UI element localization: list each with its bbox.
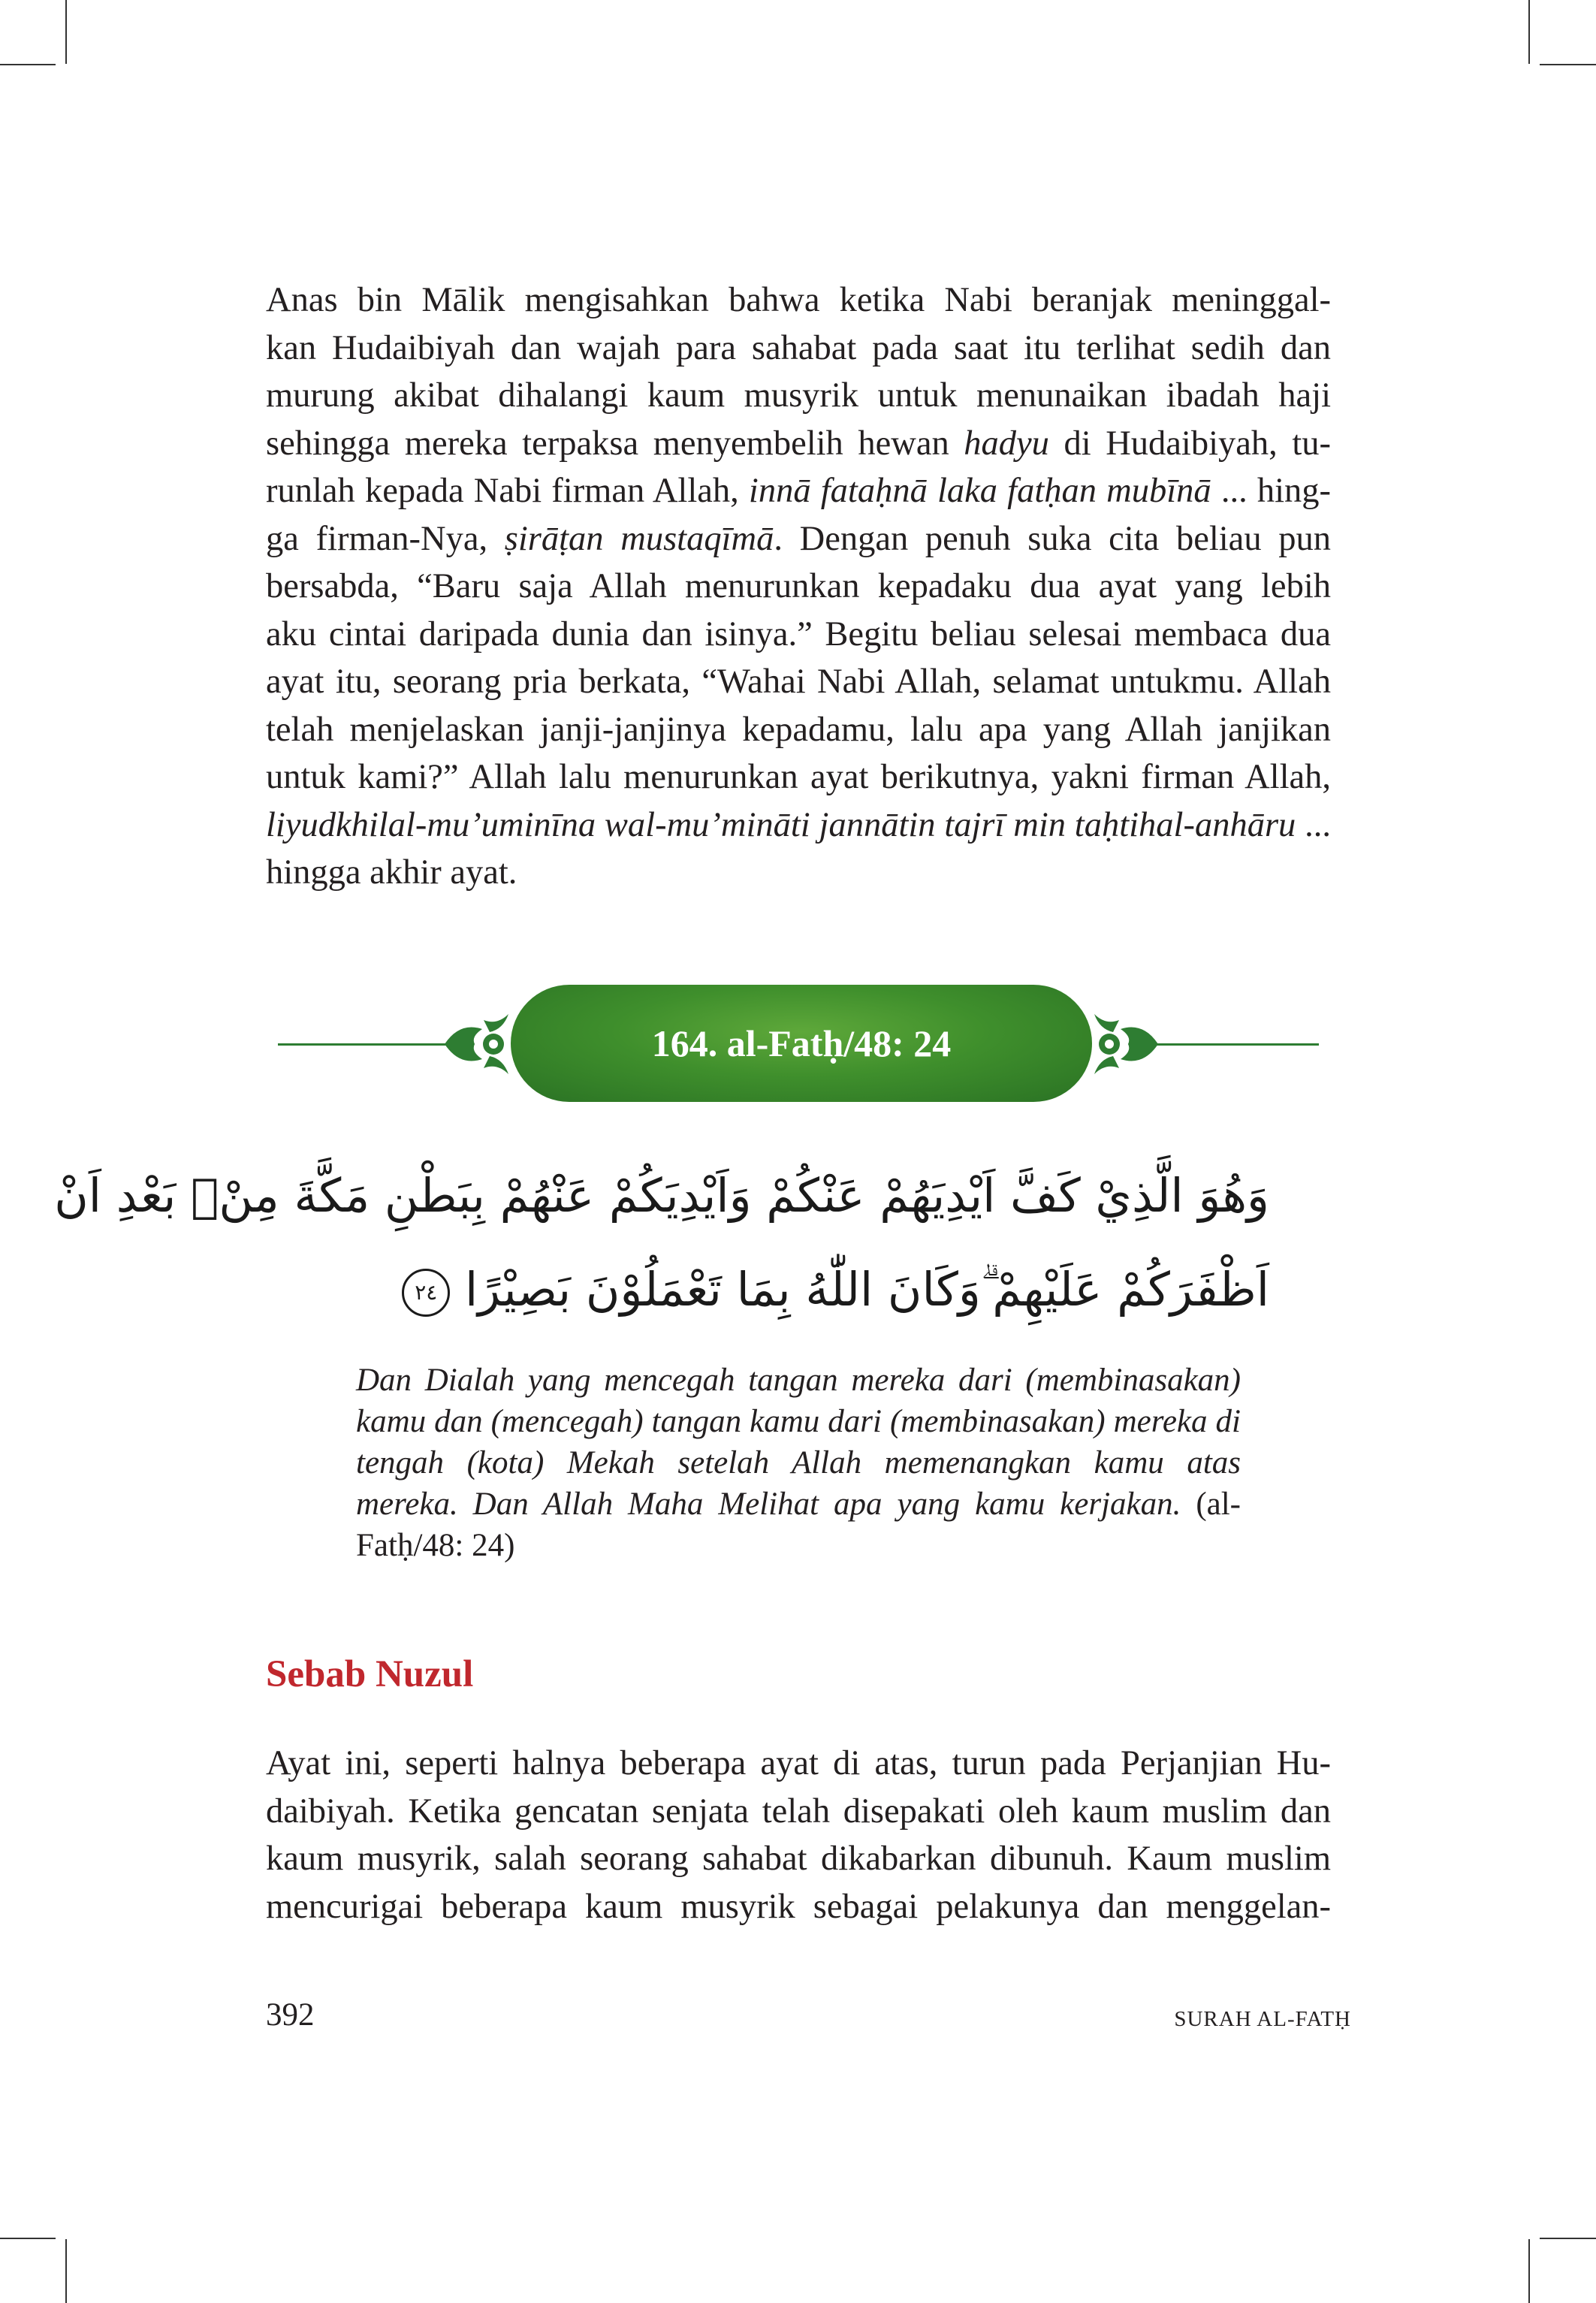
text-line bbox=[266, 372, 1331, 420]
crop-mark bbox=[0, 64, 56, 65]
text-run: runlah kepada Nabi firman Allah, bbox=[266, 472, 749, 510]
text-run: kaum musyrik, salah seorang sahabat dikabarkan dibunuh. Kaum muslim bbox=[266, 1840, 1331, 1878]
arabic-verse-line-2: اَظْفَرَكُمْ عَلَيْهِمْ ۗوَكَانَ اللّٰهُ بِمَا تَعْمَلُوْنَ بَصِيْرًا ٢٤ bbox=[330, 1262, 1269, 1318]
text-line bbox=[266, 611, 1331, 659]
text-line bbox=[266, 420, 1331, 468]
text-line bbox=[266, 563, 1331, 611]
translation-reference: (al-Fatḥ/48: 24) bbox=[356, 1487, 1241, 1563]
crop-mark bbox=[65, 0, 67, 64]
text-run: ga firman-Nya, bbox=[266, 519, 505, 558]
text-run: murung akibat dihalangi kaum musyrik untuk menunaikan ibadah haji bbox=[266, 376, 1331, 415]
text-run: bersabda, “Baru saja Allah menurunkan kepadaku dua ayat yang lebih bbox=[266, 567, 1331, 605]
text-line bbox=[266, 324, 1331, 373]
section-heading: Sebab Nuzul bbox=[266, 1653, 474, 1695]
crop-mark bbox=[1528, 0, 1530, 64]
text-run: ... hing- bbox=[1211, 472, 1332, 510]
text-run: telah menjelaskan janji-janjinya kepadamu, lalu apa yang Allah janjikan bbox=[266, 710, 1331, 749]
text-run: di Hudaibiyah, tu- bbox=[1048, 424, 1331, 463]
ornament-right-icon bbox=[1091, 1007, 1166, 1082]
text-line bbox=[266, 467, 1331, 515]
text-line bbox=[266, 1835, 1331, 1883]
crop-mark bbox=[65, 2239, 67, 2303]
text-run: Anas bin Mālik mengisahkan bahwa ketika Nabi beranjak meninggal- bbox=[266, 281, 1331, 319]
text-run: ... bbox=[1296, 805, 1331, 844]
verse-banner-label: 164. al-Fatḥ/48: 24 bbox=[651, 1022, 952, 1064]
text-run: aku cintai daripada dunia dan isinya.” Begitu beliau selesai membaca dua bbox=[266, 614, 1331, 653]
intro-paragraph bbox=[266, 276, 1331, 897]
text-run: hingga akhir ayat. bbox=[266, 853, 517, 892]
text-line bbox=[266, 801, 1331, 850]
text-run: untuk kami?” Allah lalu menurunkan ayat berikutnya, yakni firman Allah, bbox=[266, 758, 1331, 796]
banner-rule-left bbox=[278, 1043, 454, 1046]
text-run: Ayat ini, seperti halnya beberapa ayat di atas, turun pada Perjanjian Hu- bbox=[266, 1744, 1331, 1782]
italic-term: hadyu bbox=[964, 424, 1049, 463]
arabic-verse-line-1: وَهُوَ الَّذِيْ كَفَّ اَيْدِيَهُمْ عَنْكُمْ وَاَيْدِيَكُمْ عَنْهُمْ بِبَطْنِ مَكَّةَ مِنْۢ بَعْدِ اَنْ bbox=[54, 1168, 1269, 1223]
page-number: 392 bbox=[266, 1997, 315, 2033]
crop-mark bbox=[1528, 2239, 1530, 2303]
text-run: daibiyah. Ketika gencatan senjata telah disepakati oleh kaum muslim dan bbox=[266, 1791, 1331, 1831]
italic-term: liyudkhilal-mu’uminīna wal-mu’mināti jannātin tajrī min taḥtihal-anhāru bbox=[266, 805, 1296, 844]
text-run: kan Hudaibiyah dan wajah para sahabat pada saat itu terlihat sedih dan bbox=[266, 328, 1331, 367]
text-run: mencurigai beberapa kaum musyrik sebagai pelakunya dan menggelan- bbox=[266, 1887, 1331, 1926]
text-run: ayat itu, seorang pria berkata, “Wahai Nabi Allah, selamat untukmu. Allah bbox=[266, 663, 1331, 701]
crop-mark bbox=[0, 2238, 56, 2239]
sebab-nuzul-paragraph bbox=[266, 1740, 1331, 1930]
text-run: sehingga mereka terpaksa menyembelih hewan bbox=[266, 424, 964, 463]
ayah-number-icon: ٢٤ bbox=[402, 1269, 450, 1317]
text-line bbox=[266, 658, 1331, 706]
banner-rule-right bbox=[1149, 1043, 1319, 1046]
verse-translation bbox=[356, 1360, 1241, 1566]
crop-mark bbox=[1540, 64, 1596, 65]
translation-text: Dan Dialah yang mencegah tangan mereka dari (membinasakan) kamu dan (mencegah) tangan kamu dari (membinasakan) mereka di tengah (kota) Mekah setelah Allah memenangkan kamu atas mereka. Dan Allah Maha Melihat apa yang kamu kerjakan. bbox=[356, 1363, 1241, 1522]
text-line bbox=[266, 706, 1331, 754]
italic-term: ṣirāṭan mustaqīmā bbox=[504, 519, 774, 558]
crop-mark bbox=[1540, 2238, 1596, 2239]
verse-banner bbox=[511, 985, 1092, 1102]
text-line bbox=[266, 753, 1331, 801]
text-run: . Dengan penuh suka cita beliau pun bbox=[774, 519, 1331, 558]
ornament-left-icon bbox=[437, 1007, 512, 1082]
text-line bbox=[266, 1883, 1331, 1931]
running-head: SURAH AL-FATḤ bbox=[1174, 2007, 1351, 2031]
text-line bbox=[266, 1740, 1331, 1788]
text-line bbox=[266, 849, 1331, 897]
text-line bbox=[266, 276, 1331, 324]
text-line bbox=[266, 515, 1331, 563]
italic-term: innā fataḥnā laka fatḥan mubīnā bbox=[748, 472, 1211, 510]
text-line bbox=[266, 1788, 1331, 1836]
